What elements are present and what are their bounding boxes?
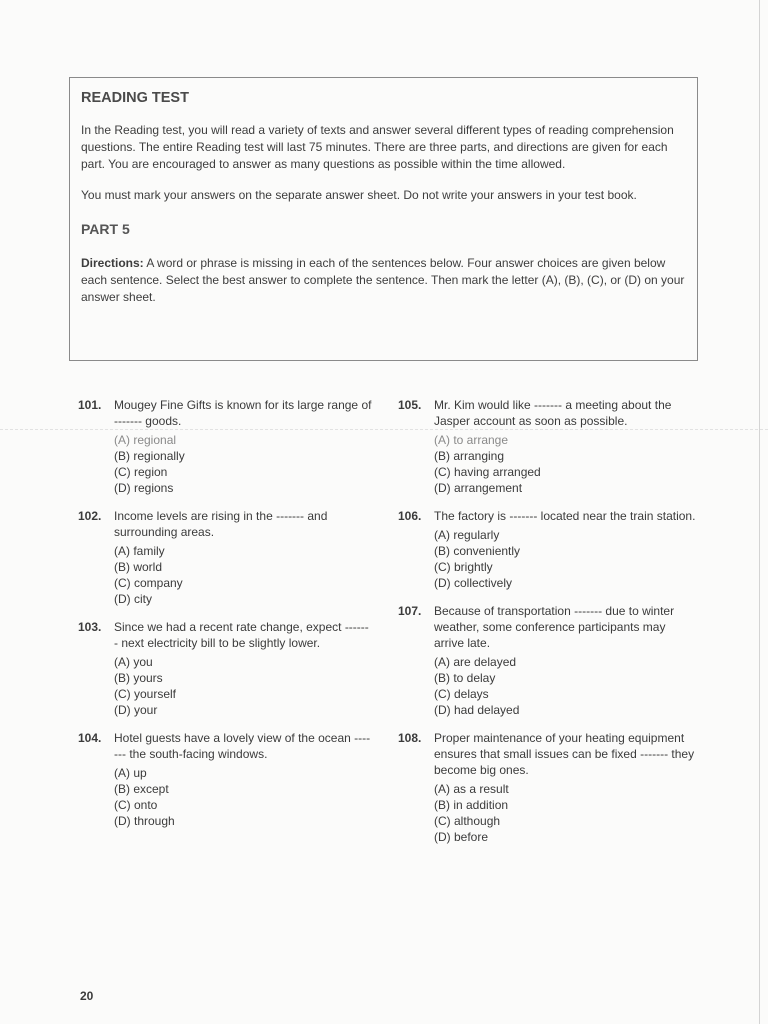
answer-option-a: (A) family: [114, 544, 165, 558]
answer-option-a: (A) regional: [114, 433, 177, 447]
question-103: [78, 619, 372, 718]
page-number: 20: [80, 989, 94, 1003]
question-number: 102.: [78, 509, 102, 523]
question-number: 104.: [78, 731, 102, 745]
question-106: [398, 508, 698, 591]
questions-area: [78, 397, 698, 857]
question-body: [434, 397, 698, 496]
intro-paragraph-1: In the Reading test, you will read a variety of texts and answer several different types of reading comprehension questions. The entire Reading test will last 75 minutes. There are three parts, and directions are given for each part. You are encouraged to answer as many questions as possible within the time allowed.: [81, 123, 674, 171]
question-body: [434, 603, 698, 718]
question-101: [78, 397, 372, 496]
question-104: [78, 730, 372, 829]
reading-test-title: READING TEST: [81, 90, 189, 106]
answer-option-c: (C) delays: [434, 687, 489, 701]
question-stem: Because of transportation ------- due to winter weather, some conference participants may arrive late.: [434, 604, 675, 650]
answer-option-c: (C) onto: [114, 798, 158, 812]
answer-option-d: (D) had delayed: [434, 703, 520, 717]
answer-option-a: (A) to arrange: [434, 433, 509, 447]
answer-option-d: (D) arrangement: [434, 481, 523, 495]
directions-text: A word or phrase is missing in each of the sentences below. Four answer choices are given below each sentence. Select the best answer to complete the sentence. Then mark the letter (A), (B), (C), or (D) on your answer sheet.: [81, 256, 685, 304]
answer-option-c: (C) having arranged: [434, 465, 541, 479]
questions-right-column: [398, 397, 698, 857]
answer-option-b: (B) in addition: [434, 798, 509, 812]
answer-option-c: (C) region: [114, 465, 168, 479]
question-body: [114, 508, 372, 607]
question-stem: Mougey Fine Gifts is known for its large range of ------- goods.: [114, 398, 372, 428]
question-number: 103.: [78, 620, 102, 634]
question-stem: Hotel guests have a lovely view of the ocean ------- the south-facing windows.: [114, 731, 371, 761]
question-number: 105.: [398, 398, 422, 412]
answer-option-b: (B) conveniently: [434, 544, 521, 558]
directions-paragraph: [81, 255, 685, 306]
answer-option-d: (D) regions: [114, 481, 174, 495]
part-title: PART 5: [81, 221, 130, 237]
question-body: [434, 730, 698, 845]
answer-option-c: (C) yourself: [114, 687, 177, 701]
reading-test-instructions-box: [69, 77, 698, 361]
intro-paragraph-2: You must mark your answers on the separate answer sheet. Do not write your answers in your test book.: [81, 188, 637, 202]
question-105: [398, 397, 698, 496]
answer-option-a: (A) regularly: [434, 528, 500, 542]
question-body: [114, 619, 372, 718]
answer-option-c: (C) company: [114, 576, 183, 590]
answer-option-c: (C) brightly: [434, 560, 493, 574]
question-stem: Proper maintenance of your heating equipment ensures that small issues can be fixed ------- they become big ones.: [434, 731, 695, 777]
answer-option-b: (B) to delay: [434, 671, 496, 685]
answer-option-d: (D) through: [114, 814, 175, 828]
answer-option-d: (D) collectively: [434, 576, 513, 590]
answer-option-b: (B) except: [114, 782, 169, 796]
question-number: 106.: [398, 509, 422, 523]
answer-option-b: (B) arranging: [434, 449, 505, 463]
question-body: [434, 508, 698, 591]
question-number: 101.: [78, 398, 102, 412]
answer-option-a: (A) are delayed: [434, 655, 517, 669]
question-body: [114, 397, 372, 496]
answer-option-b: (B) yours: [114, 671, 163, 685]
question-stem: Since we had a recent rate change, expect ------- next electricity bill to be slightly lower.: [114, 620, 369, 650]
answer-option-a: (A) as a result: [434, 782, 509, 796]
answer-option-d: (D) before: [434, 830, 489, 844]
question-102: [78, 508, 372, 607]
answer-option-b: (B) world: [114, 560, 163, 574]
question-107: [398, 603, 698, 718]
question-stem: The factory is ------- located near the train station.: [434, 509, 696, 523]
question-number: 107.: [398, 604, 422, 618]
questions-left-column: [78, 397, 372, 857]
page-edge-line: [759, 0, 760, 1024]
question-number: 108.: [398, 731, 422, 745]
question-stem: Mr. Kim would like ------- a meeting about the Jasper account as soon as possible.: [434, 398, 672, 428]
question-body: [114, 730, 372, 829]
answer-option-d: (D) city: [114, 592, 152, 606]
directions-label: Directions:: [81, 256, 144, 270]
answer-option-c: (C) although: [434, 814, 501, 828]
question-108: [398, 730, 698, 845]
question-stem: Income levels are rising in the ------- and surrounding areas.: [114, 509, 328, 539]
answer-option-a: (A) you: [114, 655, 153, 669]
answer-option-b: (B) regionally: [114, 449, 185, 463]
answer-option-a: (A) up: [114, 766, 147, 780]
answer-option-d: (D) your: [114, 703, 158, 717]
